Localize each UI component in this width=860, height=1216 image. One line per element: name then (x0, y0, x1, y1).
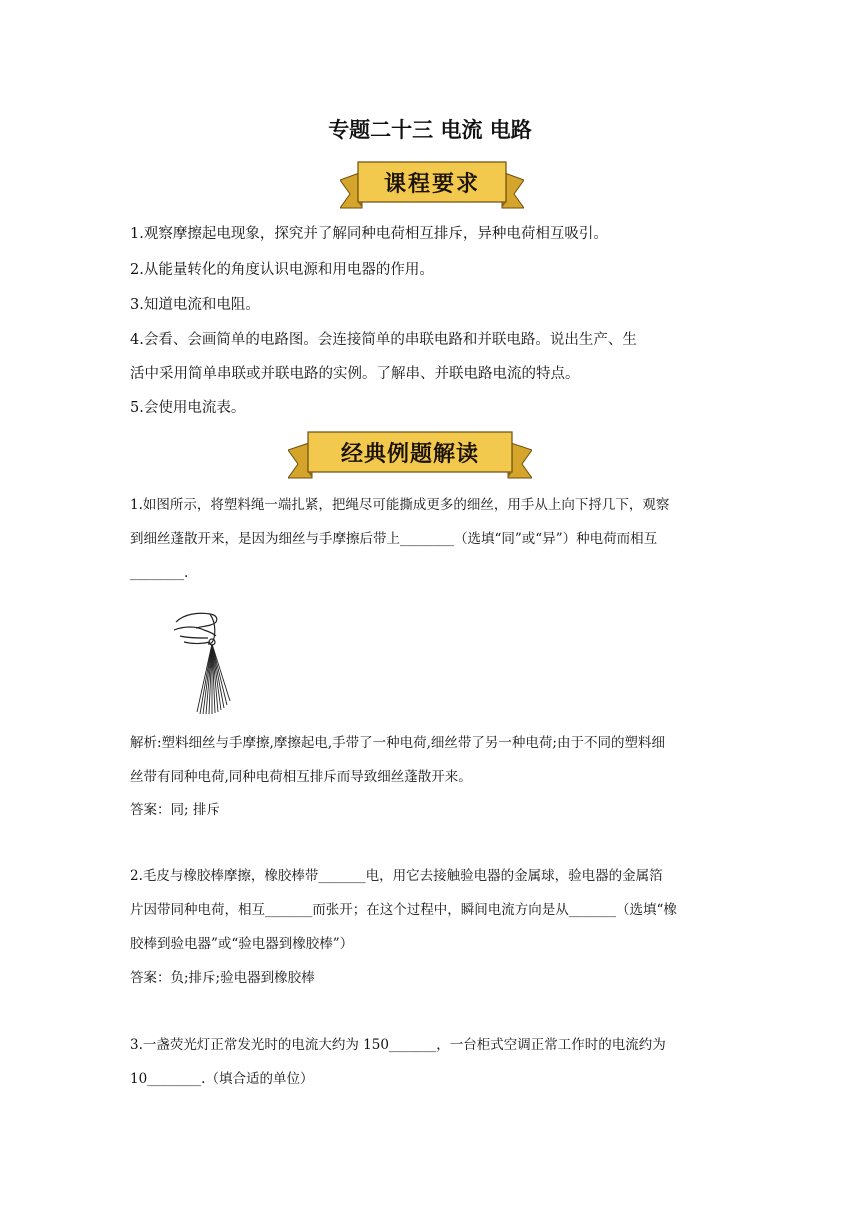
hand-with-plastic-strands-figure (170, 608, 250, 722)
question-1-line: 到细丝蓬散开来，是因为细丝与手摩擦后带上________（选填“同”或“异”）种电荷而相互 (130, 531, 658, 547)
requirement-line: 活中采用简单串联或并联电路的实例。了解串、并联电路电流的特点。 (130, 366, 580, 382)
requirement-line: 4.会看、会画简单的电路图。会连接简单的串联电路和并联电路。说出生产、生 (130, 332, 637, 348)
page-title: 专题二十三 电流 电路 (328, 118, 532, 142)
section-banner-examples (288, 428, 532, 482)
banner-label: 经典例题解读 (340, 442, 479, 467)
banner-label: 课程要求 (383, 172, 480, 197)
question-2-answer: 答案：负;排斥;验电器到橡胶棒 (130, 970, 315, 986)
question-1-line: 1.如图所示，将塑料绳一端扎紧，把绳尽可能撕成更多的细丝，用手从上向下捋几下，观察 (130, 497, 670, 513)
section-banner-requirements (340, 158, 524, 212)
requirement-line: 3.知道电流和电阻。 (130, 297, 260, 313)
question-3-line: 10________.（填合适的单位） (130, 1071, 314, 1087)
question-1-answer: 答案：同; 排斥 (130, 802, 220, 818)
question-1-analysis-line: 丝带有同种电荷,同种电荷相互排斥而导致细丝蓬散开来。 (130, 769, 472, 785)
question-3-line: 3.一盏荧光灯正常发光时的电流大约为 150_______，一台柜式空调正常工作时的电流约为 (130, 1037, 666, 1053)
question-1-analysis-line: 解析:塑料细丝与手摩擦,摩擦起电,手带了一种电荷,细丝带了另一种电荷;由于不同的塑料细 (130, 735, 665, 751)
question-1-line: ________. (130, 565, 189, 581)
requirement-line: 5.会使用电流表。 (130, 400, 246, 416)
question-2-line: 片因带同种电荷，相互_______而张开；在这个过程中，瞬间电流方向是从_______（选填“橡 (130, 902, 677, 918)
question-2-line: 2.毛皮与橡胶棒摩擦，橡胶棒带_______电，用它去接触验电器的金属球，验电器的金属箔 (130, 868, 663, 884)
requirement-line: 2.从能量转化的角度认识电源和用电器的作用。 (130, 262, 434, 278)
question-2-line: 胶棒到验电器”或“验电器到橡胶棒”） (130, 936, 354, 952)
requirement-line: 1.观察摩擦起电现象，探究并了解同种电荷相互排斥，异种电荷相互吸引。 (130, 226, 608, 242)
